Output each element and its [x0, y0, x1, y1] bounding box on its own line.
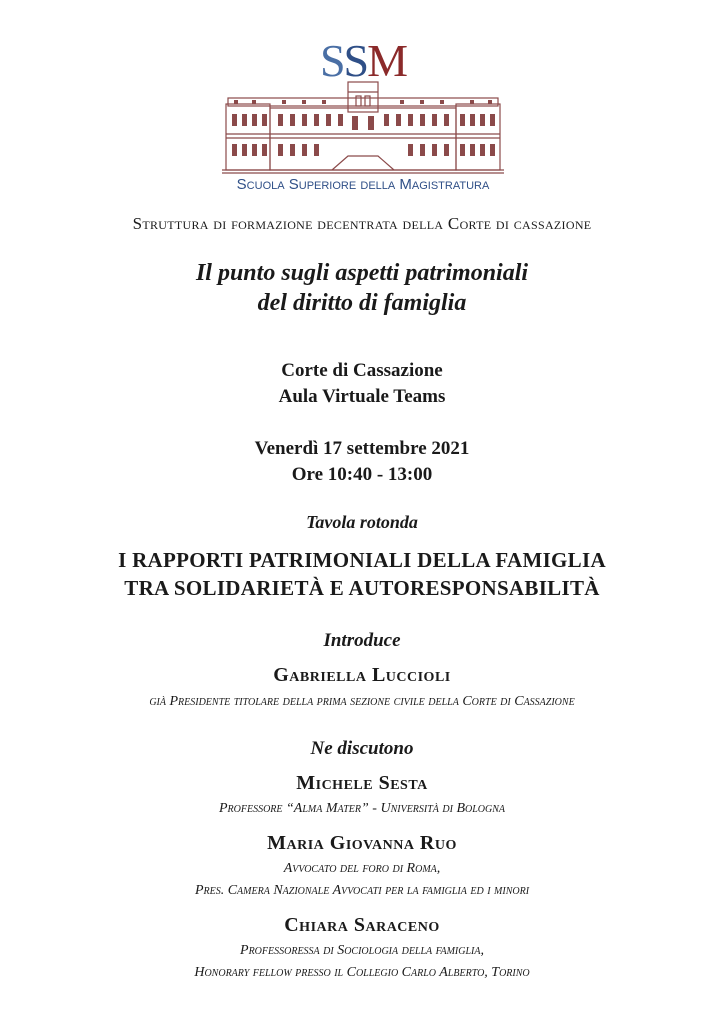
introducer-role: già Presidente titolare della prima sezione civile della Corte di Cassazione: [149, 694, 575, 709]
ssm-logo: [222, 35, 504, 198]
speaker-role: Honorary fellow presso il Collegio Carlo Alberto, Torino: [194, 965, 530, 980]
building-icon: [222, 78, 504, 178]
event-title-line-2: del diritto di famiglia: [257, 290, 467, 316]
ssm-letter-1: S: [319, 35, 344, 86]
venue-line-1: Corte di Cassazione: [281, 360, 443, 381]
ssm-letter-3: M: [367, 35, 407, 86]
ssm-letter-2: S: [343, 35, 368, 86]
event-title-line-1: Il punto sugli aspetti patrimoniali: [195, 260, 529, 286]
venue: [0, 358, 724, 410]
date-line: Venerdì 17 settembre 2021: [254, 438, 470, 459]
time-line: Ore 10:40 - 13:00: [291, 464, 433, 485]
speaker-role: Professoressa di Sociologia della famiglia,: [240, 943, 484, 958]
school-name: Scuola Superiore della Magistratura: [236, 176, 490, 193]
introducer-name: Gabriella Luccioli: [273, 664, 451, 686]
speaker-name: Chiara Saraceno: [284, 914, 440, 936]
venue-line-2: Aula Virtuale Teams: [278, 386, 446, 407]
topic-heading: [0, 546, 724, 602]
speaker-role: Avvocato del foro di Roma,: [283, 861, 441, 876]
speaker-name: Michele Sesta: [296, 772, 428, 794]
event-type: Tavola rotonda: [306, 512, 418, 532]
speaker-name: Maria Giovanna Ruo: [267, 832, 457, 854]
event-date: [0, 436, 724, 488]
introducer-label: Introduce: [323, 630, 401, 651]
topic-line-2: TRA SOLIDARIETÀ E AUTORESPONSABILITÀ: [124, 576, 600, 600]
event-title: [0, 258, 724, 318]
speaker-role: Professore “Alma Mater” - Università di Bologna: [218, 801, 506, 816]
discussants-label: Ne discutono: [310, 738, 414, 759]
topic-line-1: I RAPPORTI PATRIMONIALI DELLA FAMIGLIA: [118, 548, 606, 572]
speaker-role: Pres. Camera Nazionale Avvocati per la famiglia ed i minori: [194, 883, 530, 898]
structure-heading: Struttura di formazione decentrata della Corte di cassazione: [132, 214, 592, 233]
